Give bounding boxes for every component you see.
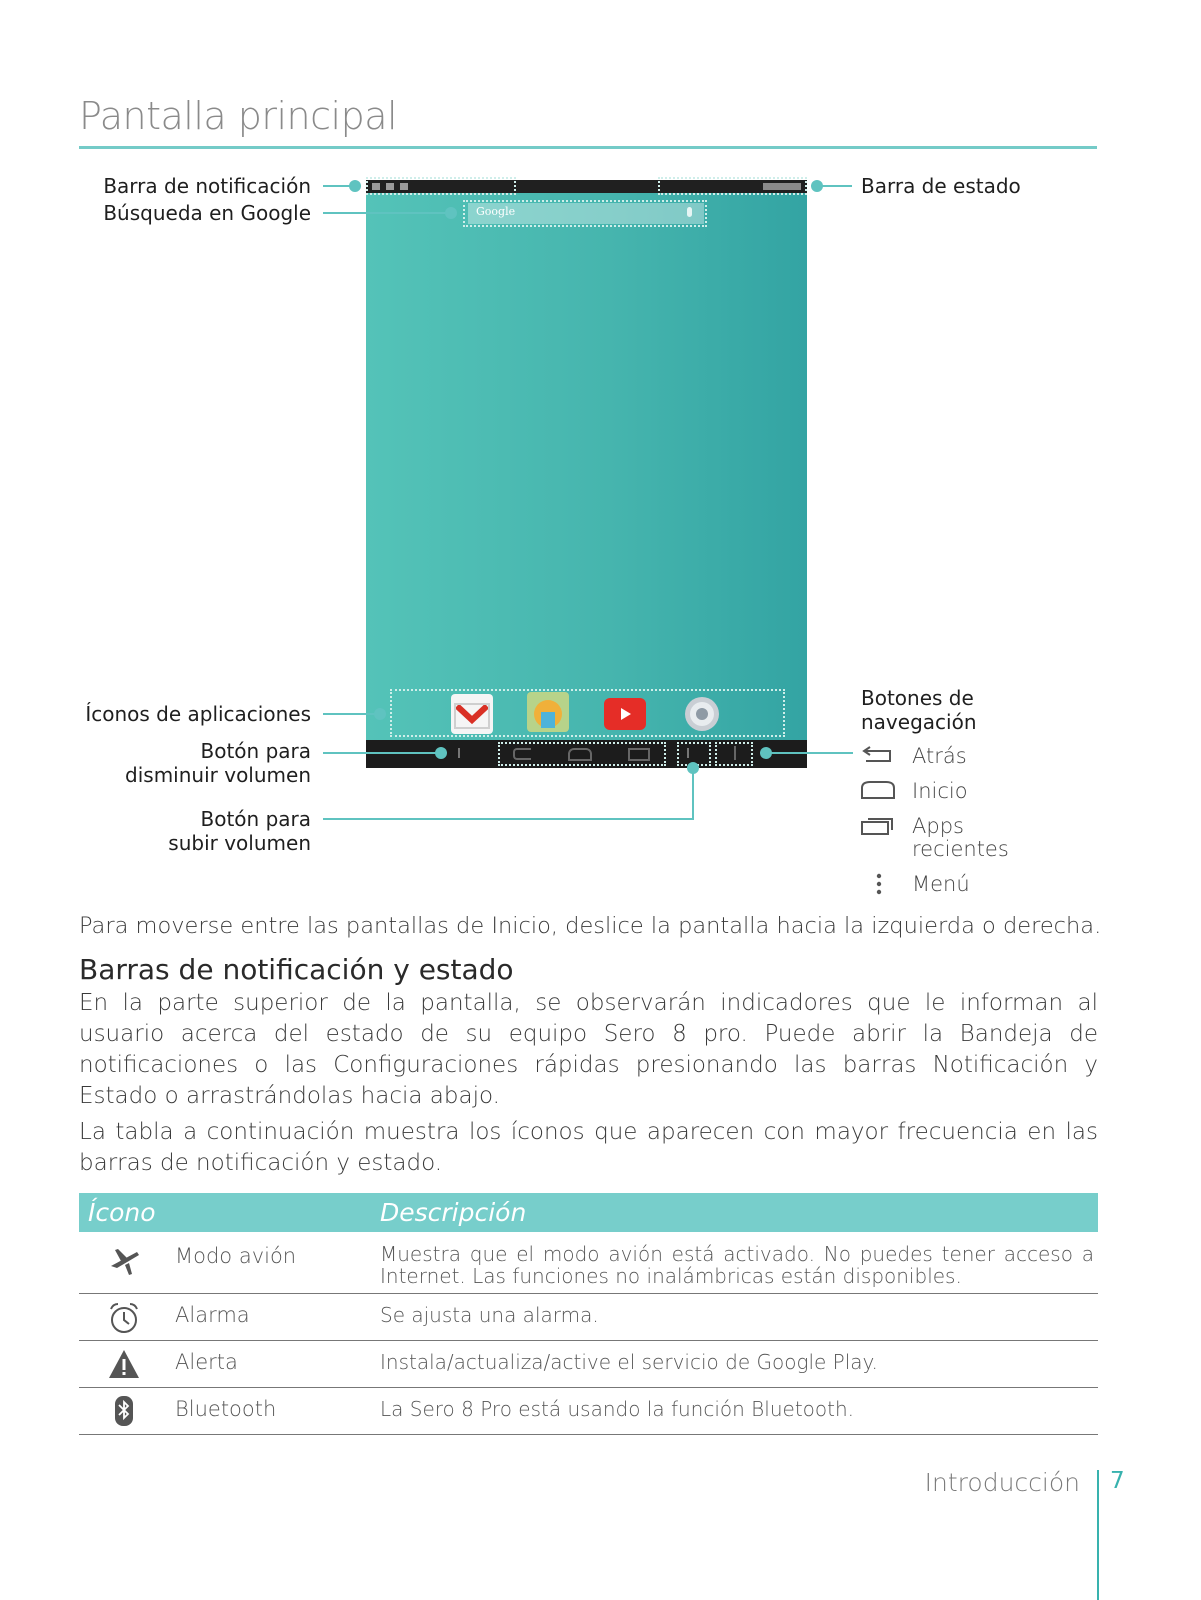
nav-legend-menu-label: Menú xyxy=(912,872,970,896)
icon-table xyxy=(79,1193,1098,1435)
menu-icon[interactable] xyxy=(734,746,736,760)
swipe-instruction: Para moverse entre las pantallas de Inicio, deslice la pantalla hacia la izquierda o derecha. xyxy=(79,913,1102,939)
nav-legend-back-label: Atrás xyxy=(912,744,967,768)
table-header-description: Descripción xyxy=(380,1198,527,1227)
callout-line xyxy=(692,766,694,820)
page-number: 7 xyxy=(1110,1468,1125,1494)
home-icon[interactable] xyxy=(568,748,592,761)
callout-nav-buttons-line2: navegación xyxy=(861,710,977,734)
volume-up-icon[interactable] xyxy=(687,748,701,758)
table-header-icon: Ícono xyxy=(88,1198,156,1227)
back-icon[interactable] xyxy=(513,748,531,760)
callout-volume-up-line1: Botón para xyxy=(200,807,311,831)
table-cell-desc: La Sero 8 Pro está usando la función Bluetooth. xyxy=(380,1397,855,1421)
callout-volume-up-line2: subir volumen xyxy=(168,831,311,855)
table-row xyxy=(79,1341,1098,1388)
callout-line xyxy=(766,752,853,754)
settings-icon[interactable] xyxy=(681,693,723,733)
callout-volume-down-line1: Botón para xyxy=(200,739,311,763)
tablet-screen xyxy=(366,180,807,768)
table-cell-name: Alerta xyxy=(175,1350,238,1374)
callout-line xyxy=(323,713,375,715)
table-cell-desc: Muestra que el modo avión está activado. No puedes tener acceso a Internet. Las funciones no inalámbricas están disponibles. xyxy=(380,1242,1094,1288)
alert-icon xyxy=(107,1347,141,1381)
table-cell-desc: Se ajusta una alarma. xyxy=(380,1303,599,1327)
microphone-icon[interactable] xyxy=(687,207,692,217)
airplane-icon xyxy=(107,1244,141,1278)
section-paragraph-2: La tabla a continuación muestra los íconos que aparecen con mayor frecuencia en las barras de notificación y estado. xyxy=(79,1119,1098,1176)
footer-rule xyxy=(1097,1470,1099,1600)
notification-icon xyxy=(400,183,408,190)
nav-legend-recent-line1: Apps xyxy=(912,814,964,838)
callout-nav-buttons-line1: Botones de xyxy=(861,686,974,710)
table-header xyxy=(79,1193,1098,1232)
callout-app-icons: Íconos de aplicaciones xyxy=(85,702,311,726)
app-icons-highlight xyxy=(390,689,785,737)
bluetooth-icon xyxy=(107,1394,141,1428)
table-cell-name: Modo avión xyxy=(175,1244,297,1268)
title-rule xyxy=(79,146,1097,149)
callout-line xyxy=(323,212,451,214)
section-paragraph-1: En la parte superior de la pantalla, se observarán indicadores que le informan al usuario acerca del estado de su equipo Sero 8 pro. Puede abrir la Bandeja de notificaciones o las Configuraciones rápidas presionando las barras Notificación y Estado o arrastrándolas hacia abajo. xyxy=(79,990,1098,1109)
gmail-icon[interactable] xyxy=(451,694,493,734)
nav-legend-home-label: Inicio xyxy=(912,779,968,803)
notification-icon xyxy=(386,183,394,190)
callout-status-bar: Barra de estado xyxy=(861,174,1021,198)
notification-icon xyxy=(372,183,380,190)
section-heading: Barras de notificación y estado xyxy=(79,953,514,986)
nav-legend-recent-label xyxy=(912,815,1009,861)
callout-line xyxy=(323,752,439,754)
home-icon xyxy=(860,780,896,804)
table-row xyxy=(79,1388,1098,1435)
callout-dot xyxy=(687,762,699,774)
callout-dot xyxy=(445,207,457,219)
callout-nav-buttons xyxy=(861,686,977,734)
google-search-label: Google xyxy=(476,205,516,218)
page-title: Pantalla principal xyxy=(79,94,398,138)
callout-volume-down-line2: disminuir volumen xyxy=(125,763,311,787)
table-row xyxy=(79,1232,1098,1294)
footer-section: Introducción xyxy=(924,1468,1080,1497)
callout-line xyxy=(818,185,852,187)
play-store-icon[interactable] xyxy=(527,692,569,732)
table-row xyxy=(79,1294,1098,1341)
callout-volume-down xyxy=(125,739,311,787)
recent-apps-icon[interactable] xyxy=(628,748,650,761)
status-icons xyxy=(763,183,801,190)
menu-icon xyxy=(875,873,883,899)
callout-dot xyxy=(435,747,447,759)
callout-line xyxy=(323,818,694,820)
alarm-icon xyxy=(107,1301,141,1335)
back-icon xyxy=(860,745,894,771)
table-cell-name: Bluetooth xyxy=(175,1397,277,1421)
callout-google-search: Búsqueda en Google xyxy=(103,201,311,225)
nav-legend-recent-line2: recientes xyxy=(912,837,1009,861)
callout-dot xyxy=(374,708,386,720)
youtube-icon[interactable] xyxy=(604,698,646,730)
callout-dot xyxy=(349,180,361,192)
table-cell-desc: Instala/actualiza/active el servicio de Google Play. xyxy=(380,1350,878,1374)
table-cell-name: Alarma xyxy=(175,1303,250,1327)
callout-notification-bar: Barra de notificación xyxy=(103,174,311,198)
volume-down-icon[interactable] xyxy=(458,748,470,758)
recent-apps-icon xyxy=(860,814,896,840)
callout-volume-up xyxy=(168,807,311,855)
